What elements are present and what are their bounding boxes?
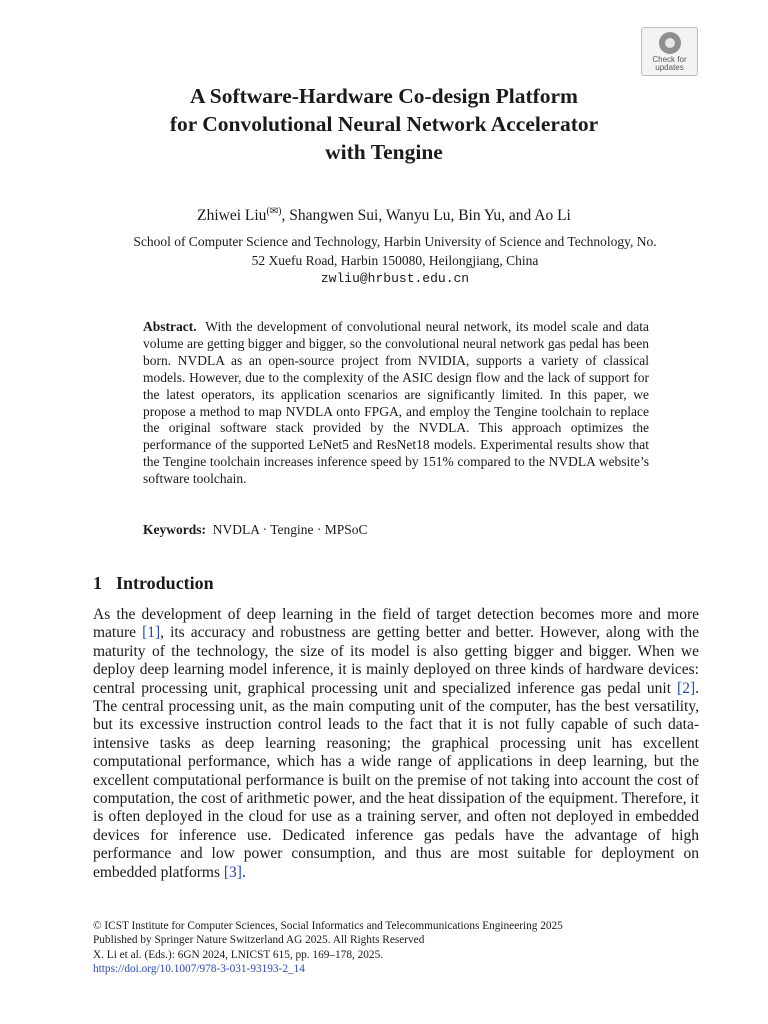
section-number: 1: [93, 573, 102, 593]
body-text: As the development of deep learning in the field of target detection becomes more and more mature: [93, 606, 699, 642]
affiliation-line-1: School of Computer Science and Technology, Harbin University of Science and Technology, No.: [133, 234, 657, 249]
email-link[interactable]: zwliu@hrbust.edu.cn: [320, 271, 470, 286]
keywords: [143, 521, 368, 539]
footer-citation: X. Li et al. (Eds.): 6GN 2024, LNICST 615, pp. 169–178, 2025.: [93, 948, 384, 961]
abstract-label: Abstract.: [143, 319, 197, 334]
section-title: Introduction: [116, 573, 214, 593]
abstract-text: With the development of convolutional neural network, its model scale and data volume are getting bigger and bigger, so the convolutional neural network gas pedal has been born. NVDLA as an open-source project from NVIDIA, supports a variety of classical models. However, due to the complexity of the ASIC design flow and the lack of support for the latest operators, its application scenarios are significantly limited. In this paper, we propose a method to map NVDLA onto FPGA, and employ the Tengine toolchain to replace the original software stack provided by the NVDLA. This approach optimizes the performance of the supported LeNet5 and ResNet18 models. Experimental results show that the Tengine toolchain increases inference speed by 151% compared to the NVDLA website’s software toolchain.: [143, 319, 649, 487]
citation-link[interactable]: [2]: [677, 679, 696, 697]
title-line-2: for Convolutional Neural Network Accelerator: [169, 112, 599, 136]
badge-label-1: Check for: [652, 55, 687, 64]
section-heading: [93, 572, 214, 594]
introduction-paragraph: [93, 606, 699, 882]
keywords-label: Keywords:: [143, 522, 206, 537]
paper-title: [0, 82, 768, 166]
corresponding-author: Zhiwei Liu: [197, 207, 267, 224]
affiliation-line-2: 52 Xuefu Road, Harbin 150080, Heilongjiang, China: [251, 252, 539, 268]
body-text: , its accuracy and robustness are getting better and better. However, along with the maturity of the technology, the size of its model is also getting bigger and bigger. When we deploy deep learning model inference, it is mainly deployed on three kinds of hardware devices: central processing unit, graphical processing unit and specialized inference gas pedal unit: [93, 624, 699, 697]
doi-link[interactable]: https://doi.org/10.1007/978-3-031-93193-2_14: [93, 962, 305, 975]
title-line-3: with Tengine: [325, 140, 443, 164]
citation-link[interactable]: [3]: [223, 863, 242, 881]
footer-copyright: © ICST Institute for Computer Sciences, Social Informatics and Telecommunications Engineering 2025: [93, 920, 563, 932]
check-for-updates-badge[interactable]: [641, 27, 698, 76]
title-line-1: A Software-Hardware Co-design Platform: [190, 84, 578, 108]
body-text: . The central processing unit, as the main computing unit of the computer, has the best versatility, but its excessive instruction control leads to the fact that it is not fully capable of such data-intensive tasks as deep learning reasoning; the graphical processing unit has excellent computational performance, which has a wide range of applications in deep learning, but the excellent computational performance is built on the premise of not taking into account the cost of computation, the cost of arithmetic power, and the heat dissipation of the equipment. Therefore, it is often deployed in the cloud for use as a training server, and often not deployed in embedded devices for inference use. Dedicated inference gas pedals have the advantage of high performance and low power consumption, and thus are most suitable for deployment on embedded platforms: [93, 679, 699, 881]
footer-publisher: Published by Springer Nature Switzerland AG 2025. All Rights Reserved: [93, 934, 425, 947]
citation-link[interactable]: [1]: [142, 624, 161, 642]
check-for-updates-icon: [659, 32, 681, 54]
abstract: [143, 319, 649, 488]
author-list: [0, 201, 768, 227]
copyright-footer: [93, 919, 563, 976]
body-text: .: [241, 863, 246, 881]
mail-icon: (✉): [266, 206, 282, 217]
badge-label-2: updates: [655, 63, 684, 72]
affiliation: [0, 233, 768, 289]
other-authors: , Shangwen Sui, Wanyu Lu, Bin Yu, and Ao Li: [281, 207, 571, 224]
keywords-text: NVDLA · Tengine · MPSoC: [212, 522, 368, 537]
